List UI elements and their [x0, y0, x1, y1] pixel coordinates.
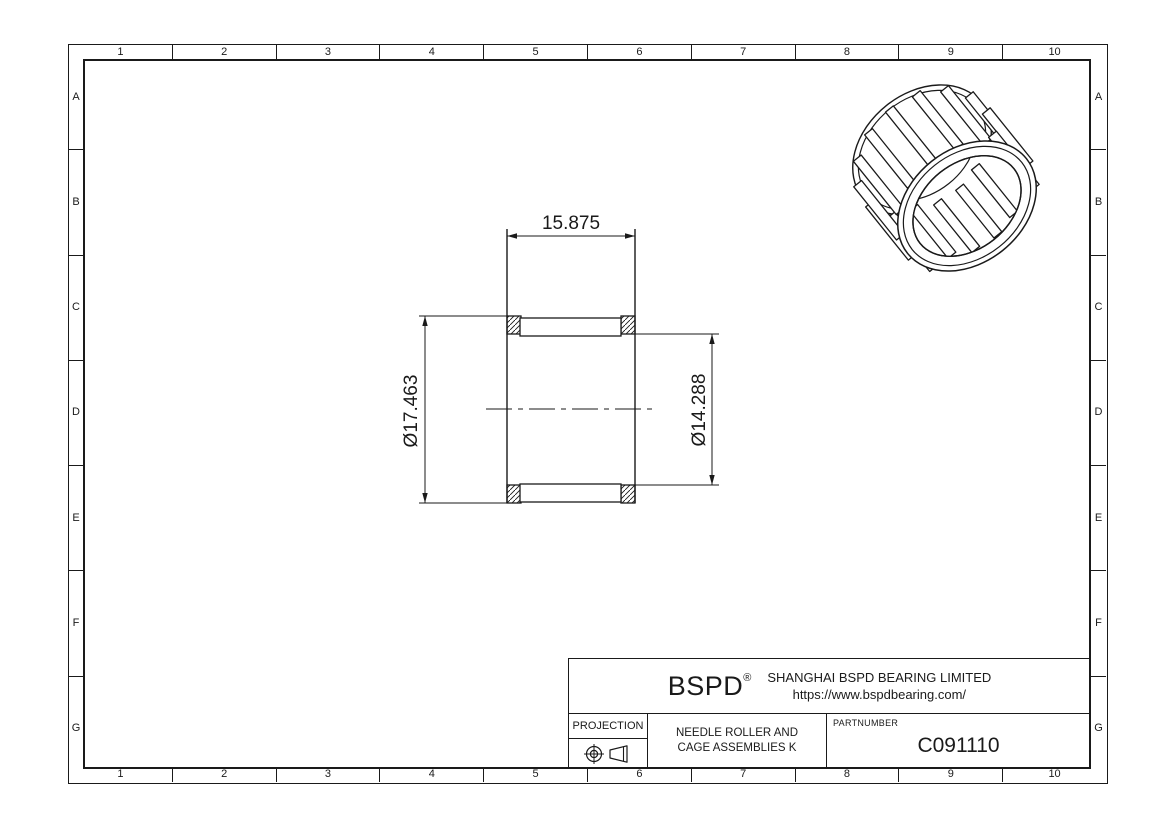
partnumber-value: C091110 [917, 734, 1000, 757]
company-name: SHANGHAI BSPD BEARING LIMITED [767, 670, 992, 685]
grid-row-label: C [1091, 255, 1106, 360]
grid-row-label: C [69, 255, 83, 360]
first-angle-projection-icon [583, 743, 633, 765]
grid-column-label: 7 [691, 45, 795, 60]
grid-row-label: D [1091, 360, 1106, 465]
grid-row-label: F [69, 570, 83, 675]
grid-column-strip-top [69, 45, 1106, 60]
grid-column-label: 7 [691, 767, 795, 782]
grid-column-label: 5 [483, 45, 587, 60]
grid-column-label: 1 [117, 46, 124, 58]
grid-column-label: 1 [117, 768, 124, 780]
registered-trademark-symbol: ® [743, 671, 752, 684]
grid-column-label: 4 [379, 45, 483, 60]
company-logo [668, 671, 752, 702]
part-description [648, 714, 827, 768]
grid-column-label: 2 [172, 45, 276, 60]
grid-column-label: 9 [898, 767, 1002, 782]
grid-column-label: 3 [276, 45, 380, 60]
grid-column-label: 6 [587, 767, 691, 782]
grid-column-label: 2 [172, 767, 276, 782]
grid-column-label: 8 [795, 45, 899, 60]
grid-column-label: 3 [276, 767, 380, 782]
grid-column-label: 5 [483, 767, 587, 782]
grid-column-label: 4 [379, 767, 483, 782]
dimension-outer-diameter: Ø17.463 [401, 374, 422, 448]
partnumber-cell [827, 714, 1090, 768]
grid-row-strip-left [69, 45, 83, 781]
dimension-width: 15.875 [541, 213, 601, 234]
dimension-inner-diameter: Ø14.288 [689, 373, 710, 447]
grid-row-label: G [69, 676, 83, 781]
company-website: https://www.bspdbearing.com/ [792, 687, 967, 702]
partnumber-label: PARTNUMBER [833, 718, 899, 728]
grid-row-label: B [1091, 149, 1106, 254]
grid-row-strip-right [1091, 45, 1106, 781]
grid-row-label: G [1091, 676, 1106, 781]
grid-row-label: F [1091, 570, 1106, 675]
part-description-line2: CAGE ASSEMBLIES K [677, 742, 797, 754]
company-logo-text: BSPD [667, 670, 744, 701]
grid-column-label: 10 [1002, 767, 1106, 782]
grid-row-label: A [72, 90, 80, 103]
grid-row-label: D [69, 360, 83, 465]
title-block [568, 658, 1090, 768]
grid-row-label: E [69, 465, 83, 570]
grid-row-label: E [1091, 465, 1106, 570]
title-block-company-row [569, 659, 1090, 714]
grid-column-strip-bottom [69, 767, 1106, 782]
grid-row-label: B [69, 149, 83, 254]
projection-cell [569, 714, 648, 768]
grid-column-label: 9 [898, 45, 1002, 60]
grid-row-label: A [1094, 90, 1103, 103]
part-description-line1: NEEDLE ROLLER AND [675, 727, 799, 739]
grid-column-label: 6 [587, 45, 691, 60]
grid-column-label: 10 [1002, 45, 1106, 60]
projection-label: PROJECTION [569, 714, 647, 739]
grid-column-label: 8 [795, 767, 899, 782]
